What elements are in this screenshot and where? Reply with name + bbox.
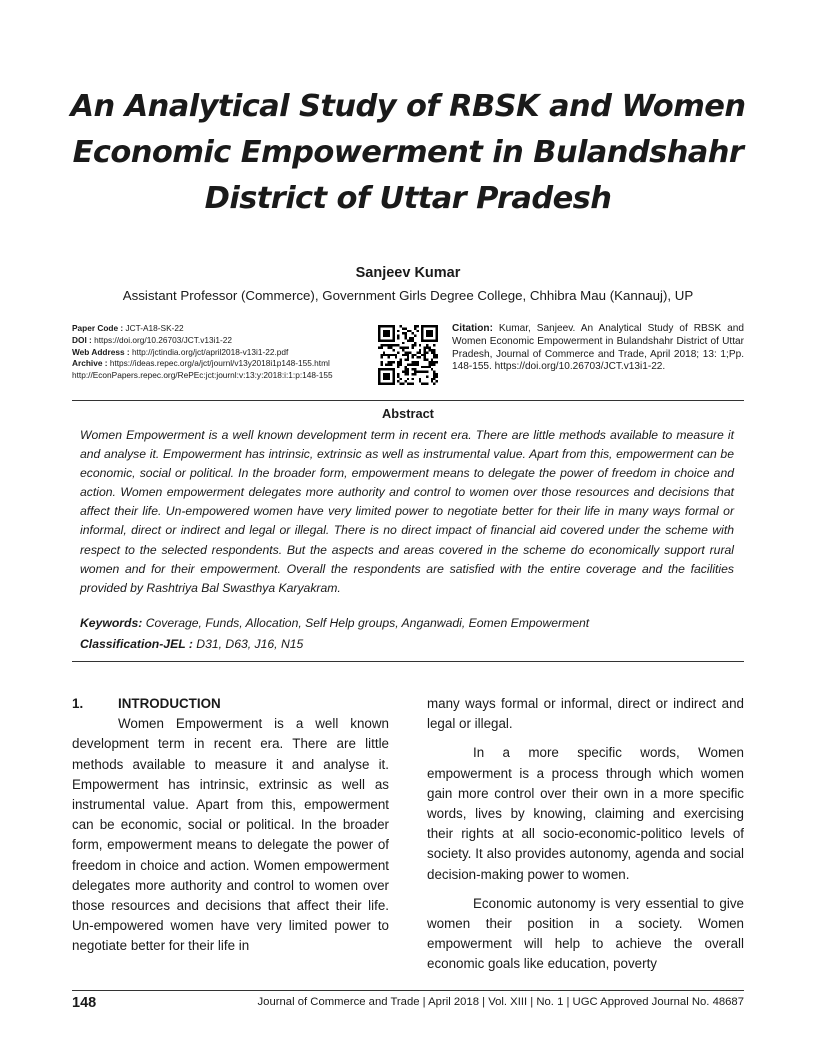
archive-link[interactable]: https://ideas.repec.org/a/jct/journl/v13y2018i1p148-155.html — [107, 358, 330, 369]
econpapers-link[interactable]: http://EconPapers.repec.org/RePEc:jct:journl:v:13:y:2018:i:1:p:148-155 — [72, 370, 333, 381]
archive-line — [72, 358, 372, 370]
section-title: INTRODUCTION — [118, 696, 221, 711]
jel-value: D31, D63, J16, N15 — [192, 637, 304, 651]
page-number: 148 — [72, 995, 97, 1011]
web-address-label: Web Address : — [72, 346, 130, 357]
keywords — [80, 616, 734, 630]
author-name: Sanjeev Kumar — [355, 265, 461, 281]
citation-block — [452, 323, 744, 374]
body-paragraph: many ways formal or informal, direct or indirect and legal or illegal. — [427, 696, 744, 732]
qr-code-icon — [378, 325, 438, 385]
paper-code-value: JCT-A18-SK-22 — [123, 323, 184, 333]
body-paragraph: Women Empowerment is a well known development term in recent era. There are little methods available to measure it and analyse it. Empowerment has intrinsic, extrinsic as well as instrumental value. Apart from this, empowerment can be economic, social or political. In the broader form, empowerment means to delegate the power of freedom in choice and action. Women empowerment delegates more authority and control to women over those resources and decisions that affect their life. Un-empowered women have very limited power to negotiate better for their life in — [72, 716, 389, 954]
paper-code-line — [72, 323, 372, 335]
section-number: 1. — [72, 696, 84, 711]
web-address-link[interactable]: http://jctindia.org/jct/april2018-v13i1-22.pdf — [129, 346, 289, 357]
right-column — [427, 694, 744, 975]
journal-footer: Journal of Commerce and Trade | April 2018 | Vol. XIII | No. 1 | UGC Approved Journal No. 48687 — [257, 996, 744, 1008]
paper-code-label: Paper Code : — [72, 323, 124, 333]
doi-link[interactable]: https://doi.org/10.26703/JCT.v13i1-22 — [91, 334, 233, 345]
body-paragraph: In a more specific words, Women empowerment is a process through which women gain more control over their own in a more specific words, lives by knowing, claiming and exercising their rights at all socio-economic-politico levels of society. It also provides autonomy, agenda and social decision-making power to women. — [427, 745, 744, 882]
left-column — [72, 694, 389, 957]
footer-divider — [72, 990, 744, 991]
abstract-body: Women Empowerment is a well known development term in recent era. There are little methods available to measure it and analyse it. Empowerment has intrinsic, extrinsic as well as instrumental value. Apart from this, empowerment can be economic, social or political. In the broader form, empowerment means to delegate the power of freedom in choice and action. Women empowerment delegates more authority and control to women over those resources and decisions that affect their life. Un-empowered women have very limited power to negotiate better for their life in many ways formal or informal, direct or indirect and legal or illegal. There is no direct impact of financial aid covered under the scheme with respect to the selected respondents. But the aspects and areas covered in the scheme do economically support rural women and for their empowerment. Overall the respondents are satisfied with the entire coverage and the facilities provided by Rashtriya Bal Swasthya Karyakram. — [80, 428, 734, 595]
doi-label: DOI : — [72, 334, 92, 345]
keywords-label: Keywords: — [80, 616, 143, 630]
author-affiliation: Assistant Professor (Commerce), Government Girls Degree College, Chhibra Mau (Kannauj), UP — [122, 288, 694, 303]
web-address-line — [72, 347, 372, 359]
abstract-heading: Abstract — [382, 406, 434, 421]
divider — [72, 661, 744, 662]
citation-label: Citation: — [452, 323, 493, 334]
paper-metadata — [72, 323, 372, 382]
keywords-value: Coverage, Funds, Allocation, Self Help groups, Anganwadi, Eomen Empowerment — [142, 616, 590, 630]
paper-title: An Analytical Study of RBSK and Women Economic Empowerment in Bulandshahr District of Uttar Pradesh — [70, 89, 746, 216]
jel-classification — [80, 637, 734, 651]
body-paragraph: Economic autonomy is very essential to give women their position in a society. Women empowerment will help to achieve the overall economic goals like education, poverty — [427, 895, 744, 972]
archive-label: Archive : — [72, 358, 108, 369]
divider — [72, 400, 744, 401]
jel-label: Classification-JEL : — [80, 637, 193, 651]
citation-text: Kumar, Sanjeev. An Analytical Study of RBSK and Women Economic Empowerment in Bulandshahr District of Uttar Pradesh, Journal of Commerce and Trade, April 2018; 13: 1;Pp. 148-155. https://doi.org/10.26703/JCT.v13i1-22. — [452, 323, 744, 373]
section-heading — [72, 694, 389, 714]
doi-line — [72, 335, 372, 347]
